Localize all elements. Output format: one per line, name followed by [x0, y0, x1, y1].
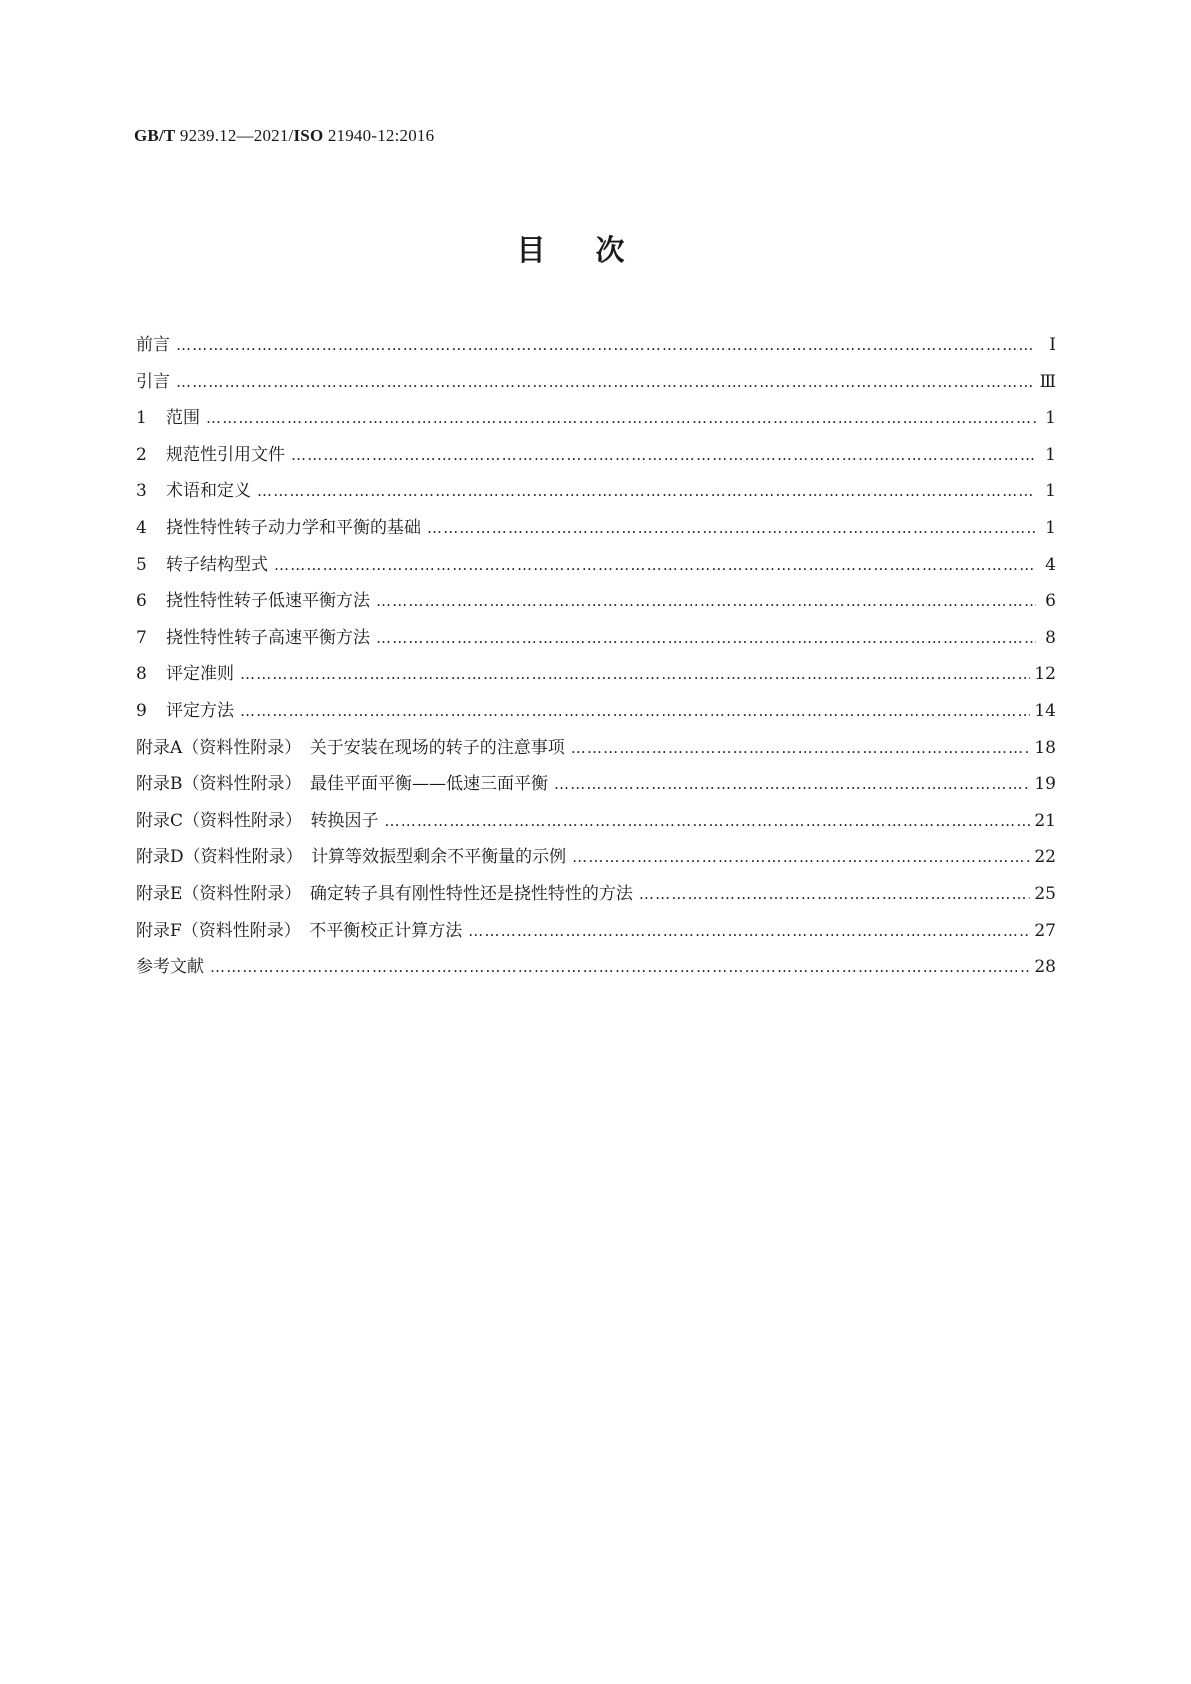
toc-entry[interactable]	[136, 842, 1056, 879]
toc-entry-page: 12	[1034, 664, 1056, 685]
toc-entry-label: 附录C（资料性附录） 转换因子	[136, 810, 379, 831]
toc-entry[interactable]	[136, 733, 1056, 770]
toc-entry-label: 引言	[136, 371, 170, 392]
toc-entry[interactable]	[136, 952, 1056, 989]
toc-leader-dots	[240, 702, 1030, 720]
toc-entry[interactable]	[136, 696, 1056, 733]
toc-entry-page: 28	[1034, 957, 1056, 978]
toc-entry-label: 范围	[166, 408, 200, 429]
toc-entry-page: 4	[1045, 554, 1056, 575]
toc-entry-page: 21	[1034, 810, 1056, 831]
toc-entry[interactable]	[136, 623, 1056, 660]
toc-entry-label: 规范性引用文件	[166, 444, 285, 465]
standard-number: 9239.12—2021/	[179, 126, 294, 145]
toc-entry-label: 评定准则	[166, 664, 234, 685]
toc-entry[interactable]	[136, 769, 1056, 806]
toc-entry-label: 参考文献	[136, 957, 204, 978]
page-title: 目次	[516, 233, 675, 267]
toc-entry-page: Ⅰ	[1049, 335, 1056, 355]
toc-leader-dots	[376, 629, 1036, 647]
toc-entry-page: 1	[1045, 517, 1056, 538]
toc-entry-label: 附录A（资料性附录） 关于安装在现场的转子的注意事项	[136, 737, 565, 758]
toc-entry-page: 1	[1045, 444, 1056, 465]
toc-entry-page: Ⅲ	[1039, 371, 1056, 392]
toc-entry-page: 27	[1034, 920, 1056, 941]
toc-leader-dots	[257, 482, 1036, 500]
toc-leader-dots	[554, 775, 1030, 793]
toc-entry[interactable]	[136, 330, 1056, 367]
toc-entry-label: 附录B（资料性附录） 最佳平面平衡——低速三面平衡	[136, 774, 548, 795]
toc-entry[interactable]	[136, 659, 1056, 696]
toc-entry-number: 3	[136, 481, 147, 502]
toc-entry-number: 9	[136, 700, 147, 721]
toc-entry-number: 2	[136, 444, 147, 465]
toc-leader-dots	[571, 739, 1031, 757]
standard-code: GB/T	[134, 126, 176, 145]
iso-code: ISO	[293, 126, 324, 145]
toc-entry-page: 19	[1034, 774, 1056, 795]
toc-leader-dots	[376, 592, 1036, 610]
toc-entry[interactable]	[136, 550, 1056, 587]
toc-entry-page: 14	[1034, 700, 1056, 721]
toc-entry[interactable]	[136, 440, 1056, 477]
toc-entry-page: 6	[1045, 591, 1056, 612]
toc-leader-dots	[572, 848, 1030, 866]
toc-entry[interactable]	[136, 403, 1056, 440]
toc-entry-label: 附录E（资料性附录） 确定转子具有刚性特性还是挠性特性的方法	[136, 883, 633, 904]
toc-entry[interactable]	[136, 806, 1056, 843]
toc-entry-page: 1	[1045, 481, 1056, 502]
toc-entry[interactable]	[136, 879, 1056, 916]
toc-entry-label: 附录D（资料性附录） 计算等效振型剩余不平衡量的示例	[136, 847, 567, 868]
toc-entry-page: 1	[1045, 408, 1056, 429]
toc-entry-label: 挠性特性转子高速平衡方法	[166, 627, 370, 648]
toc-leader-dots	[468, 922, 1030, 940]
toc-entry-number: 7	[136, 627, 147, 648]
toc-entry[interactable]	[136, 476, 1056, 513]
toc-entry-label: 挠性特性转子动力学和平衡的基础	[166, 517, 421, 538]
table-of-contents	[136, 330, 1056, 989]
toc-leader-dots	[206, 409, 1036, 427]
toc-entry-label: 术语和定义	[166, 481, 251, 502]
toc-entry-label: 附录F（资料性附录） 不平衡校正计算方法	[136, 920, 463, 941]
toc-entry[interactable]	[136, 916, 1056, 953]
toc-leader-dots	[274, 556, 1036, 574]
toc-entry-label: 前言	[136, 335, 170, 355]
toc-leader-dots	[639, 885, 1030, 903]
toc-leader-dots	[176, 373, 1036, 391]
toc-entry-number: 6	[136, 591, 147, 612]
toc-entry-label: 转子结构型式	[166, 554, 268, 575]
iso-number: 21940-12:2016	[327, 126, 435, 145]
toc-entry-page: 18	[1034, 737, 1056, 758]
standard-header	[134, 126, 434, 146]
toc-entry-page: 22	[1034, 847, 1056, 868]
toc-leader-dots	[176, 336, 1036, 354]
toc-entry-number: 4	[136, 517, 147, 538]
toc-entry[interactable]	[136, 367, 1056, 404]
toc-entry[interactable]	[136, 586, 1056, 623]
toc-leader-dots	[385, 812, 1031, 830]
toc-leader-dots	[210, 958, 1030, 976]
toc-entry-number: 8	[136, 664, 147, 685]
toc-leader-dots	[240, 665, 1030, 683]
toc-entry-page: 8	[1045, 627, 1056, 648]
toc-entry-label: 评定方法	[166, 700, 234, 721]
toc-entry-number: 1	[136, 408, 147, 429]
toc-entry-label: 挠性特性转子低速平衡方法	[166, 591, 370, 612]
toc-leader-dots	[427, 519, 1036, 537]
toc-leader-dots	[291, 446, 1036, 464]
toc-entry[interactable]	[136, 513, 1056, 550]
toc-entry-number: 5	[136, 554, 147, 575]
toc-entry-page: 25	[1034, 883, 1056, 904]
